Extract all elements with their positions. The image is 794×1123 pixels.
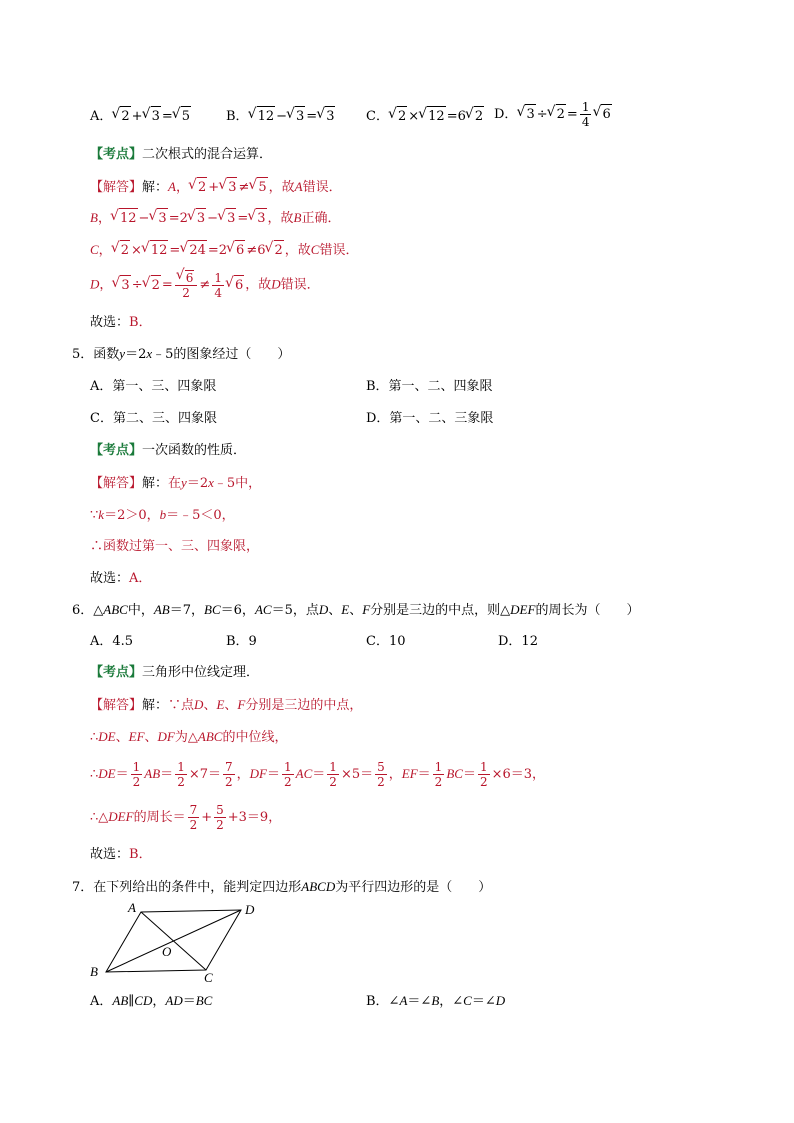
q6-option-c: C．10 — [366, 634, 406, 649]
label-o: O — [162, 944, 172, 959]
diagonal-bd — [106, 910, 241, 972]
q6-line-4: ∴△DEF的周长＝ $\frac{7}{2}$ + $\frac{5}{2}$ +3＝9， — [90, 803, 282, 832]
q6-jieda: 【解答】解：∵点D、E、F分别是三边的中点， — [90, 697, 363, 713]
q4-line-d: D，√ 3 ÷√ 2 = √ $\frac{6}{2}$ ≠ $\frac{1}{4}$ √ 6 ，故D错误． — [90, 270, 320, 300]
q5-option-c: C．第二、三、四象限 — [90, 411, 217, 426]
q4-answer: 故选：B． — [90, 315, 152, 330]
q5-jieda: 【解答】解：在y＝2x﹣5中， — [90, 475, 262, 491]
q6-line-2: ∴DE、EF、DF为△ABC的中位线， — [90, 729, 288, 745]
q4-option-b: B．√ 12 −√ 3 =√ 3 — [226, 106, 336, 127]
q6-answer: 故选：B． — [90, 847, 152, 862]
parallelogram-figure — [86, 900, 266, 986]
q5-kaodian: 【考点】一次函数的性质． — [90, 443, 247, 458]
q7-option-a: A．AB∥CD，AD＝BC — [90, 993, 213, 1009]
q4-jieda: 【解答】解：A，√ 2 +√ 3 ≠√ 5 ，故A错误． — [90, 177, 342, 198]
q4-line-c: C，√ 2 ×√ 12 =√ 24 =2√ 6 ≠6√ 2 ，故C错误． — [90, 240, 358, 261]
q6-line-3: ∴DE＝ $\frac{1}{2}$ AB＝ $\frac{1}{2}$ ×7＝ $\frac{7}{2}$ ，DF＝ $\frac{1}{2}$ AC＝ $\frac{1}{2}$ ×5＝ $\frac{5}{2}$ ，EF＝ $\frac{1}{2}$ BC＝ $\frac{1}{2}$ ×6＝3， — [90, 760, 546, 789]
q7-stem: 7．在下列给出的条件中，能判定四边形ABCD为平行四边形的是（ ） — [72, 879, 492, 895]
q4-option-c: C．√ 2 ×√ 12 =6√ 2 — [366, 106, 485, 127]
q6-kaodian: 【考点】三角形中位线定理． — [90, 665, 260, 680]
label-c: C — [204, 970, 213, 985]
q6-option-d: D．12 — [498, 634, 538, 649]
q4-option-d: D．√ 3 ÷√ 2 = $\frac{1}{4}$ √ 6 — [494, 100, 613, 129]
label-d: D — [245, 902, 255, 917]
q5-line-2: ∵k＝2＞0，b＝﹣5＜0， — [90, 507, 235, 523]
q5-answer: 故选：A． — [90, 571, 152, 586]
label-b: B — [90, 964, 98, 979]
q5-option-b: B．第一、二、四象限 — [366, 379, 493, 394]
q4-option-a: A．√ 2 +√ 3 =√ 5 — [90, 106, 192, 127]
q6-option-b: B．9 — [226, 634, 257, 649]
q4-line-b: B，√ 12 −√ 3 =2√ 3 −√ 3 =√ 3 ，故B正确． — [90, 208, 341, 229]
q7-option-b: B．∠A＝∠B，∠C＝∠D — [366, 993, 506, 1009]
q5-line-3: ∴函数过第一、三、四象限， — [90, 539, 260, 554]
q4-kaodian: 【考点】二次根式的混合运算． — [90, 147, 273, 162]
q5-option-d: D．第一、二、三象限 — [366, 411, 494, 426]
q5-option-a: A．第一、三、四象限 — [90, 379, 217, 394]
q6-option-a: A．4.5 — [90, 634, 134, 649]
q6-stem: 6．△ABC中，AB＝7，BC＝6，AC＝5，点D、E、F分别是三边的中点，则△DEF的周长为（ ） — [72, 602, 640, 618]
q5-stem: 5．函数y＝2x﹣5的图象经过（ ） — [72, 346, 291, 362]
label-a: A — [128, 900, 136, 915]
